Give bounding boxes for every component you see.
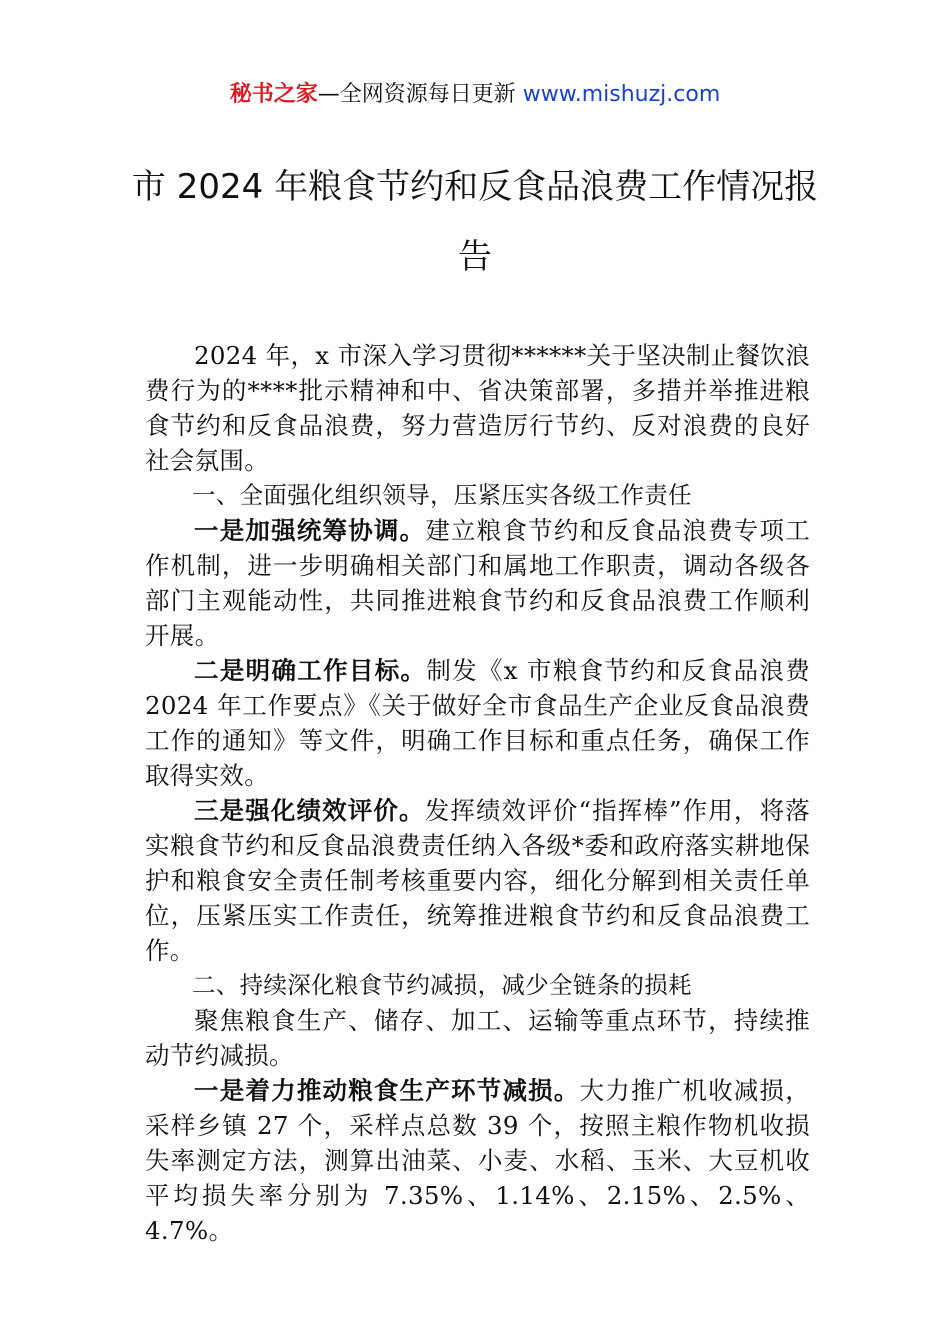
paragraph-text: 建立粮食节约和反食品浪费专项工作机制，进一步明确相关部门和属地工作职责，调动各级各部门主观能动性，共同推进粮食节约和反食品浪费工作顺利开展。: [145, 516, 811, 650]
paragraph-coordination: [145, 513, 810, 653]
site-tagline: —全网资源每日更新: [317, 82, 523, 107]
site-header: [0, 78, 950, 112]
paragraph-production-loss: [145, 1073, 810, 1248]
paragraph-lead: 三是强化绩效评价。: [194, 796, 425, 825]
section-heading-text: 一、全面强化组织领导，压紧压实各级工作责任: [192, 481, 692, 509]
paragraph-focus: [145, 1003, 810, 1073]
paragraph-lead: 二是明确工作目标。: [194, 656, 427, 685]
paragraph-text: 大力推广机收减损，采样乡镇 27 个，采样点总数 39 个，按照主粮作物机收损失率测定方法，测算出油菜、小麦、水稻、玉米、大豆机收平均损失率分别为 7.35%、1.14%、2.15%、2.5%、4.7%。: [145, 1076, 810, 1245]
paragraph-text: 2024 年，x 市深入学习贯彻******关于坚决制止餐饮浪费行为的****批示精神和中、省决策部署，多措并举推进粮食节约和反食品浪费，努力营造厉行节约、反对浪费的良好社会氛围。: [145, 341, 810, 475]
paragraph-lead: 一是加强统筹协调。: [194, 516, 426, 545]
site-url-link[interactable]: www.mishuzj.com: [522, 82, 721, 107]
paragraph-text: 聚焦粮食生产、储存、加工、运输等重点环节，持续推动节约减损。: [145, 1006, 810, 1070]
paragraph-evaluation: [145, 793, 810, 968]
site-brand[interactable]: 秘书之家: [229, 82, 318, 107]
section-heading-text: 二、持续深化粮食节约减损，减少全链条的损耗: [192, 971, 692, 999]
paragraph-lead: 一是着力推动粮食生产环节减损。: [194, 1076, 580, 1105]
document-title: 市 2024 年粮食节约和反食品浪费工作情况报告: [131, 167, 819, 277]
paragraph-intro: [145, 338, 810, 478]
paragraph-text: 制发《x 市粮食节约和反食品浪费 2024 年工作要点》《关于做好全市食品生产企业反食品浪费工作的通知》等文件，明确工作目标和重点任务，确保工作取得实效。: [145, 656, 811, 790]
paragraph-text: 发挥绩效评价“指挥棒”作用，将落实粮食节约和反食品浪费责任纳入各级*委和政府落实耕地保护和粮食安全责任制考核重要内容，细化分解到相关责任单位，压紧压实工作责任，统筹推进粮食节约和反食品浪费工作。: [145, 796, 810, 965]
document-body: [145, 338, 810, 1248]
section-heading-2: [145, 968, 810, 1003]
section-heading-1: [145, 478, 810, 513]
paragraph-targets: [145, 653, 810, 793]
